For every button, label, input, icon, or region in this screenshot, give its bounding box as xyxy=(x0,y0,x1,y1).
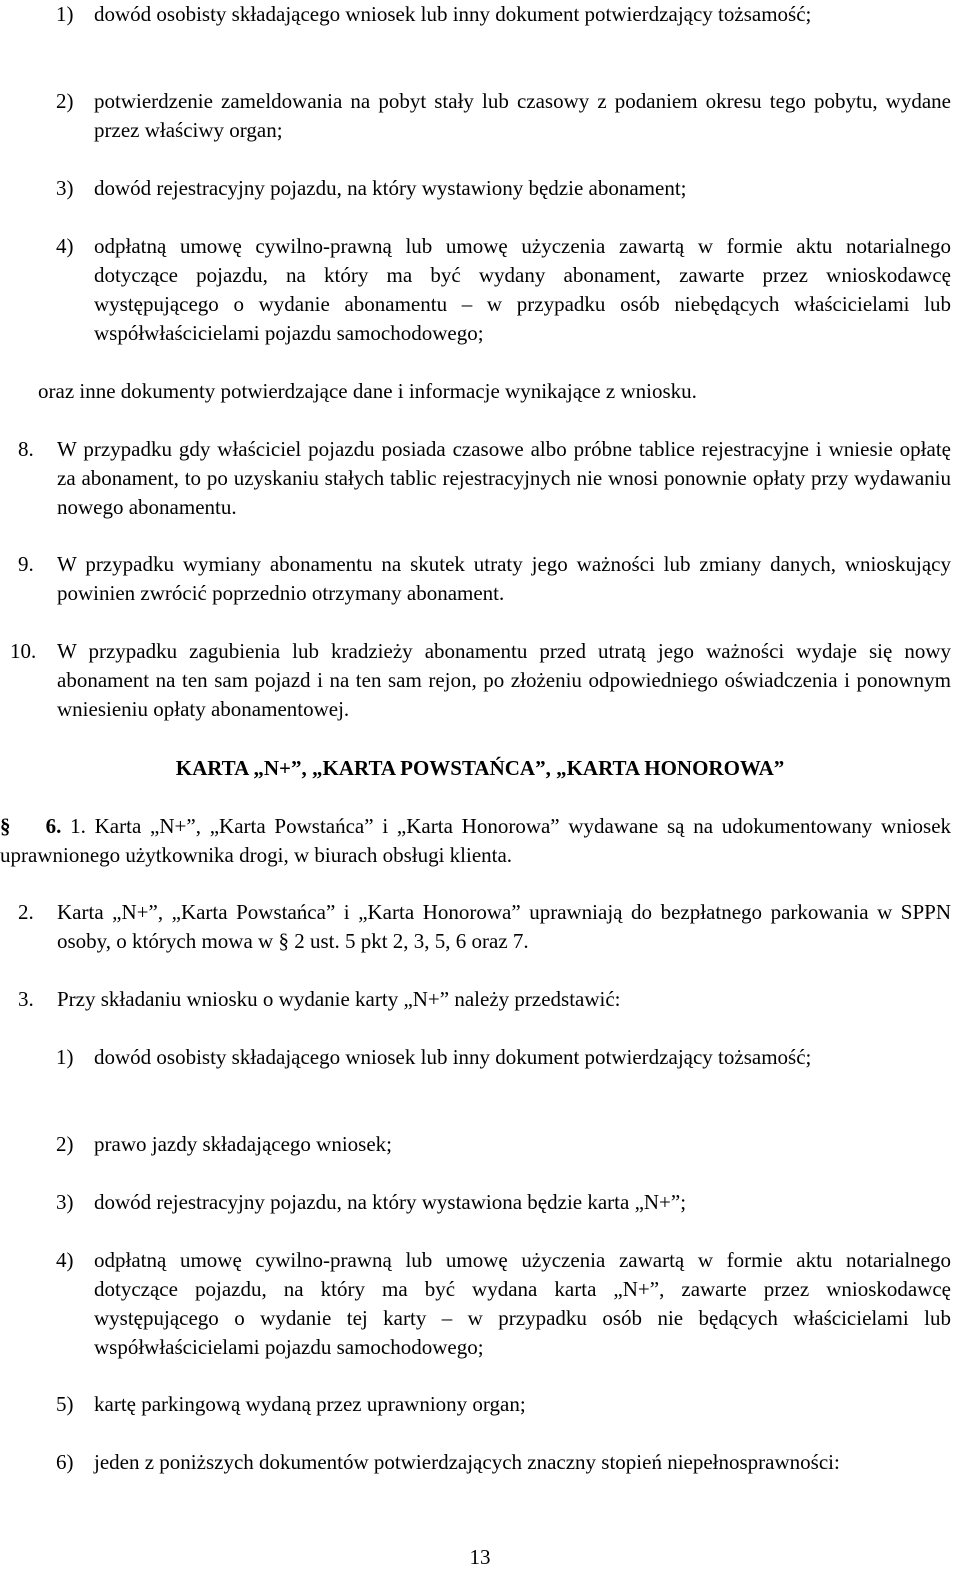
point-text: Karta „N+”, „Karta Powstańca” i „Karta Honorowa” wydawane są na udokumentowany wniosek uprawnionego użytkownika drogi, w biurach obsługi klienta. xyxy=(0,814,952,867)
list-item-number: 4) xyxy=(56,1248,74,1272)
list-item-text: potwierdzenie zameldowania na pobyt stały lub czasowy z podaniem okresu tego pobytu, wydane przez właściwy organ; xyxy=(94,89,951,142)
list-item-text: odpłatną umowę cywilno-prawną lub umowę użyczenia zawartą w formie aktu notarialnego dotyczące pojazdu, na który ma być wydana karta „N+”, zawarte przez wnioskodawcę występującego o wydanie tej karty – w przypadku osób nie będących właścicielami lub współwłaścicielami pojazdu samochodowego; xyxy=(94,1248,951,1359)
list-item-number: 3) xyxy=(56,176,74,200)
list-item-number: 2) xyxy=(56,89,74,113)
page-number: 13 xyxy=(469,1545,491,1569)
list-item-text: dowód rejestracyjny pojazdu, na który wystawiona będzie karta „N+”; xyxy=(94,1190,687,1214)
paragraph-sign: § xyxy=(0,814,11,838)
list-item-number: 2) xyxy=(56,1132,74,1156)
point-text: W przypadku wymiany abonamentu na skutek utraty jego ważności lub zmiany danych, wnioskujący powinien zwrócić poprzednio otrzymany abonament. xyxy=(57,552,951,605)
list-item-number: 1) xyxy=(56,2,74,26)
point-number: 9. xyxy=(18,552,34,576)
list-item-number: 4) xyxy=(56,234,74,258)
list-item-text: jeden z poniższych dokumentów potwierdzających znaczny stopień niepełnosprawności: xyxy=(94,1450,840,1474)
list-item-number: 6) xyxy=(56,1450,74,1474)
section-6-paragraph-1 xyxy=(0,812,951,870)
point-number: 1. xyxy=(70,814,86,838)
list-trailing-text: oraz inne dokumenty potwierdzające dane i informacje wynikające z wniosku. xyxy=(38,379,697,403)
list-item-text: odpłatną umowę cywilno-prawną lub umowę użyczenia zawartą w formie aktu notarialnego dotyczące pojazdu, na który ma być wydany abonament, zawarte przez wnioskodawcę występującego o wydanie abonamentu – w przypadku osób niebędących właścicielami lub współwłaścicielami pojazdu samochodowego; xyxy=(94,234,951,345)
list-item-number: 3) xyxy=(56,1190,74,1214)
list-item-text: dowód osobisty składającego wniosek lub inny dokument potwierdzający tożsamość; xyxy=(94,1045,812,1069)
list-item-text: dowód rejestracyjny pojazdu, na który wystawiony będzie abonament; xyxy=(94,176,687,200)
point-number: 3. xyxy=(18,987,34,1011)
point-text: W przypadku zagubienia lub kradzieży abonamentu przed utratą jego ważności wydaje się nowy abonament na ten sam pojazd i na ten sam rejon, po złożeniu odpowiedniego oświadczenia i ponownym wniesieniu opłaty abonamentowej. xyxy=(57,639,951,721)
point-text: W przypadku gdy właściciel pojazdu posiada czasowe albo próbne tablice rejestracyjne i wniesie opłatę za abonament, to po uzyskaniu stałych tablic rejestracyjnych nie wnosi ponownie opłaty przy wydawaniu nowego abonamentu. xyxy=(57,437,951,519)
point-number: 2. xyxy=(18,900,34,924)
list-item-text: dowód osobisty składającego wniosek lub inny dokument potwierdzający tożsamość; xyxy=(94,2,812,26)
point-text: Karta „N+”, „Karta Powstańca” i „Karta Honorowa” uprawniają do bezpłatnego parkowania w SPPN osoby, o których mowa w § 2 ust. 5 pkt 2, 3, 5, 6 oraz 7. xyxy=(57,900,951,953)
list-item-number: 1) xyxy=(56,1045,74,1069)
point-number: 10. xyxy=(10,639,37,663)
list-item-number: 5) xyxy=(56,1392,74,1416)
section-heading: KARTA „N+”, „KARTA POWSTAŃCA”, „KARTA HONOROWA” xyxy=(175,756,785,780)
point-text: Przy składaniu wniosku o wydanie karty „N+” należy przedstawić: xyxy=(57,987,621,1011)
point-number: 8. xyxy=(18,437,34,461)
list-item-text: kartę parkingową wydaną przez uprawniony organ; xyxy=(94,1392,526,1416)
paragraph-number: 6. xyxy=(45,814,62,838)
list-item-text: prawo jazdy składającego wniosek; xyxy=(94,1132,392,1156)
